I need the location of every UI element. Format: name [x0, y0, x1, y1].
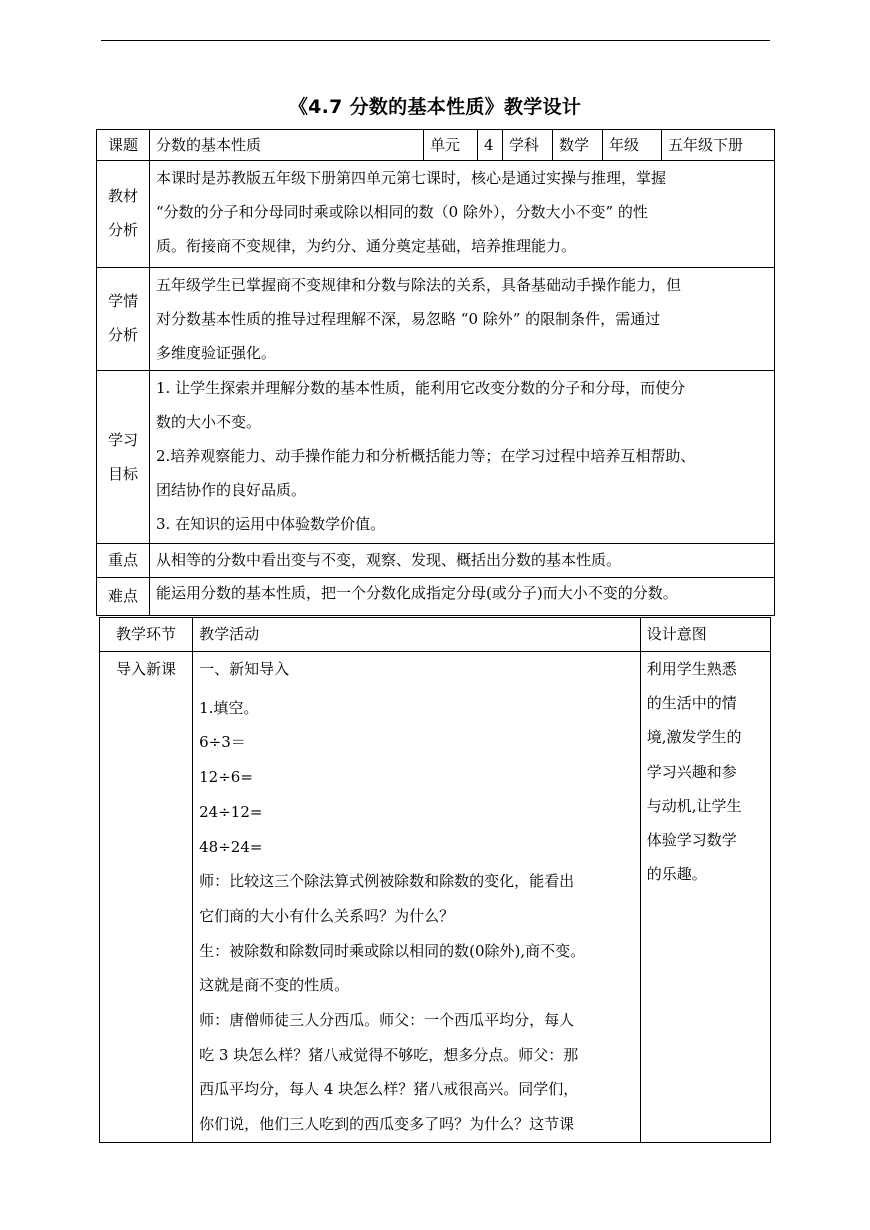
text-line: “分数的分子和分母同时乘或除以相同的数（0 除外），分数大小不变” 的性	[156, 203, 648, 221]
intent-cell	[640, 652, 770, 1143]
text-line: 2.培养观察能力、动手操作能力和分析概括能力等；在学习过程中培养互相帮助、	[156, 447, 696, 465]
text-line: 团结协作的良好品质。	[156, 481, 307, 499]
activity-line: 吃 3 块怎么样？猪八戒觉得不够吃，想多分点。师父：那	[199, 1045, 579, 1064]
material-analysis-row	[97, 161, 775, 268]
intent-line: 的乐趣。	[646, 865, 707, 884]
subject-value: 数学	[553, 130, 603, 161]
activity-line: 12÷6=	[199, 768, 253, 787]
stage-header: 教学环节	[100, 618, 193, 652]
label-line: 分析	[107, 221, 138, 239]
activity-header-row	[100, 618, 771, 652]
difficulty-row	[97, 578, 775, 616]
activity-line: 48÷24=	[199, 837, 263, 856]
text-line: 对分数基本性质的推导过程理解不深，易忽略 “0 除外” 的限制条件，需通过	[156, 310, 661, 328]
row-label	[97, 371, 150, 544]
key-point-row	[97, 544, 775, 578]
intent-header: 设计意图	[640, 618, 770, 652]
material-analysis-text	[150, 161, 775, 268]
learning-goals-row	[97, 371, 775, 544]
activity-line: 师：比较这三个除法算式例被除数和除数的变化，能看出	[199, 872, 575, 891]
learning-goals-text	[150, 371, 775, 544]
row-label	[97, 268, 150, 371]
text-line: 本课时是苏教版五年级下册第四单元第七课时，核心是通过实操与推理，掌握	[156, 169, 667, 187]
activity-line: 生：被除数和除数同时乘或除以相同的数(0除外),商不变。	[199, 941, 586, 960]
key-point-text: 从相等的分数中看出变与不变，观察、发现、概括出分数的基本性质。	[150, 544, 775, 578]
text-line: 3. 在知识的运用中体验数学价值。	[156, 515, 386, 533]
label-line: 学情	[107, 292, 138, 310]
text-line: 质。衔接商不变规律，为约分、通分奠定基础，培养推理能力。	[156, 237, 577, 255]
key-point-label: 重点	[97, 544, 150, 578]
label-line: 教材	[107, 187, 138, 205]
grade-value: 五年级下册	[662, 130, 775, 161]
intent-line: 的生活中的情	[646, 694, 737, 713]
topic-label: 课题	[97, 130, 150, 161]
intent-line: 利用学生熟悉	[646, 660, 737, 678]
student-analysis-text	[150, 268, 775, 371]
lesson-info-table	[96, 129, 775, 616]
text-line: 五年级学生已掌握商不变规律和分数与除法的关系，具备基础动手操作能力，但	[156, 276, 682, 294]
topic-value: 分数的基本性质	[150, 130, 424, 161]
activity-line: 一、新知导入	[199, 660, 290, 678]
activity-cell	[193, 652, 641, 1143]
activity-line: 6÷3＝	[199, 733, 246, 752]
row-label	[97, 161, 150, 268]
activity-line: 你们说，他们三人吃到的西瓜变多了吗？为什么？这节课	[199, 1115, 575, 1134]
document-title: 《4.7 分数的基本性质》教学设计	[288, 96, 582, 118]
label-line: 分析	[107, 326, 138, 344]
grade-label: 年级	[603, 130, 662, 161]
text-line: 多维度验证强化。	[156, 344, 277, 362]
unit-value: 4	[478, 130, 503, 161]
intro-row	[100, 652, 771, 1143]
text-line: 1. 让学生探索并理解分数的基本性质，能利用它改变分数的分子和分母，而使分	[156, 379, 686, 397]
info-header-row	[97, 130, 775, 161]
unit-label: 单元	[424, 130, 478, 161]
activity-line: 24÷12=	[199, 802, 263, 821]
difficulty-label: 难点	[97, 578, 150, 616]
intent-line: 与动机,让学生	[646, 796, 742, 815]
intent-line: 学习兴趣和参	[646, 762, 737, 781]
student-analysis-row	[97, 268, 775, 371]
label-line: 目标	[107, 465, 138, 483]
activity-header: 教学活动	[193, 618, 641, 652]
activity-line: 师：唐僧师徒三人分西瓜。师父：一个西瓜平均分，每人	[199, 1011, 575, 1030]
teaching-activity-table	[99, 617, 771, 1143]
activity-line: 西瓜平均分，每人 4 块怎么样？猪八戒很高兴。同学们，	[199, 1080, 579, 1099]
label-line: 学习	[107, 431, 138, 449]
intent-line: 体验学习数学	[646, 831, 737, 850]
stage-cell: 导入新课	[100, 652, 193, 1143]
activity-line: 它们商的大小有什么关系吗？为什么？	[199, 906, 455, 925]
activity-line: 1.填空。	[199, 698, 259, 717]
difficulty-text: 能运用分数的基本性质，把一个分数化成指定分母(或分子)而大小不变的分数。	[150, 578, 775, 616]
activity-line: 这就是商不变的性质。	[199, 976, 350, 995]
text-line: 数的大小不变。	[156, 413, 262, 431]
subject-label: 学科	[503, 130, 553, 161]
header-rule	[101, 40, 770, 41]
intent-line: 境,激发学生的	[646, 728, 742, 747]
